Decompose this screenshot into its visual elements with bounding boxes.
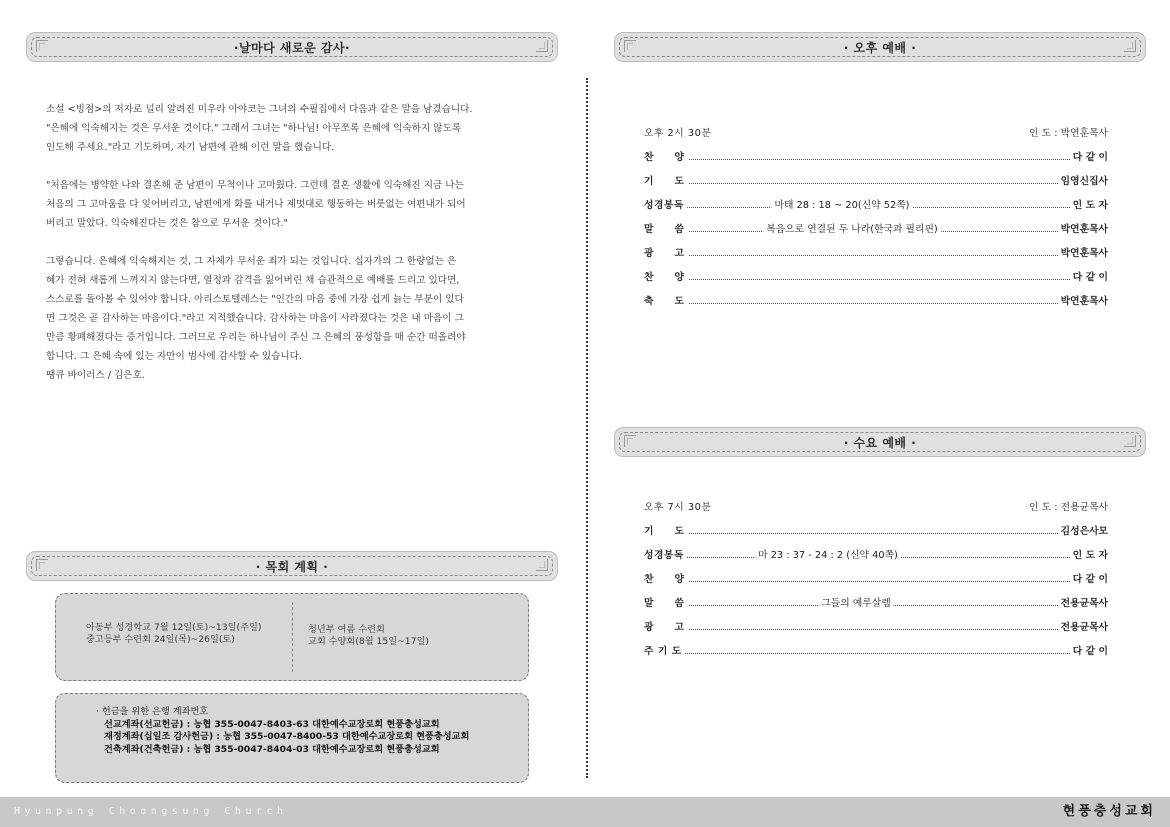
afternoon-order <box>644 122 1108 314</box>
order-row <box>644 170 1108 194</box>
order-label: 축 도 <box>644 290 688 314</box>
order-row <box>644 616 1108 640</box>
order-label: 찬 양 <box>644 568 688 592</box>
order-label: 찬 양 <box>644 146 688 170</box>
essay-source: 땡큐 바이러스 / 김은호. <box>46 370 145 381</box>
sermon-title: 그들의 예루살렘 <box>818 592 893 616</box>
order-person: 박연훈목사 <box>1058 218 1108 242</box>
plan-divider <box>292 602 293 672</box>
plan-item: 교회 수양회(8월 15일~17일) <box>308 636 429 647</box>
wednesday-title: · 수요 예배 · <box>843 436 917 450</box>
essay-line: 소설 <빙점>의 저자로 널리 알려진 미우라 아야코는 그녀의 수필집에서 다음과 같은 말을 남겼습니다. <box>46 104 473 115</box>
essay-line: 버리고 말았다. 익숙해진다는 것은 참으로 무서운 것이다." <box>46 218 288 229</box>
order-row <box>644 290 1108 314</box>
order-label: 기 도 <box>644 170 688 194</box>
essay-line: "처음에는 병약한 나와 결혼해 준 남편이 무척이나 고마웠다. 그런데 결혼 생활에 익숙해진 지금 나는 <box>46 180 464 191</box>
essay-header <box>26 32 558 62</box>
order-person: 다 같 이 <box>1070 640 1108 664</box>
order-person: 인 도 자 <box>1070 544 1108 568</box>
plan-item: 중고등부 수련회 24일(목)~26일(토) <box>86 634 235 645</box>
order-row <box>644 146 1108 170</box>
order-label: 찬 양 <box>644 266 688 290</box>
order-label: 광 고 <box>644 242 688 266</box>
order-row <box>644 568 1108 592</box>
essay-text <box>46 100 532 385</box>
order-person: 인 도 자 <box>1070 194 1108 218</box>
afternoon-header <box>614 32 1146 62</box>
order-person: 다 같 이 <box>1070 568 1108 592</box>
corner-ornament-icon <box>535 558 549 572</box>
bank-account: 재정계좌(십일조 감사헌금) : 농협 355-0047-8400-53 대한예수교장로회 현풍충성교회 <box>104 731 470 742</box>
order-label: 말 씀 <box>644 592 688 616</box>
order-person: 임영신집사 <box>1058 170 1108 194</box>
plan-left <box>86 622 261 646</box>
order-detail: 마 23 : 37 - 24 : 2 (신약 40쪽) <box>755 544 901 568</box>
order-label: 광 고 <box>644 616 688 640</box>
service-leader: 인 도 : 박연훈목사 <box>1026 122 1108 146</box>
order-label: 기 도 <box>644 520 688 544</box>
plan-right <box>308 624 429 648</box>
order-row <box>644 520 1108 544</box>
bank-box <box>55 693 529 783</box>
order-person: 다 같 이 <box>1070 146 1108 170</box>
order-row <box>644 218 1108 242</box>
essay-line: 만큼 황폐해졌다는 증거입니다. 그러므로 우리는 하나님이 주신 그 은혜의 풍성함을 매 순간 떠올려야 <box>46 332 466 343</box>
essay-line: 스스로를 돌아볼 수 있어야 합니다. 아리스토텔레스는 "인간의 마음 중에 가장 쉽게 늙는 부분이 있다 <box>46 294 464 305</box>
corner-ornament-icon <box>1123 434 1137 448</box>
essay-line: 면 그것은 곧 감사하는 마음이다."라고 지적했습니다. 감사하는 마음이 사라졌다는 것은 내 마음이 그 <box>46 313 464 324</box>
essay-line: "은혜에 익숙해지는 것은 무서운 것이다." 그래서 그녀는 "하나님! 아무쪼록 은혜에 익숙하지 않도록 <box>46 123 462 134</box>
sermon-title: 복음으로 연결된 두 나라(한국과 필리핀) <box>763 218 941 242</box>
order-row <box>644 194 1108 218</box>
order-row <box>644 592 1108 616</box>
bank-account: 선교계좌(선교헌금) : 농협 355-0047-8403-63 대한예수교장로회 현풍충성교회 <box>104 718 440 730</box>
plan-item: 아동부 성경학교 7월 12일(토)~13일(주일) <box>86 622 262 633</box>
order-person: 김성은사모 <box>1058 520 1108 544</box>
bank-info <box>96 706 469 756</box>
column-divider <box>586 78 588 778</box>
order-person: 다 같 이 <box>1070 266 1108 290</box>
plan-box <box>55 593 529 681</box>
corner-ornament-icon <box>535 39 549 53</box>
essay-line: 혜가 전혀 새롭게 느껴지지 않는다면, 열정과 감격을 잃어버린 채 습관적으로 예배를 드리고 있다면, <box>46 275 460 286</box>
order-person: 박연훈목사 <box>1058 242 1108 266</box>
order-person: 전용균목사 <box>1058 592 1108 616</box>
bank-account: 건축계좌(건축헌금) : 농협 355-0047-8404-03 대한예수교장로회 현풍충성교회 <box>104 743 440 755</box>
order-row <box>644 242 1108 266</box>
bank-title: · 헌금을 위한 은행 계좌번호 <box>96 706 209 717</box>
service-time-row <box>644 122 1108 146</box>
church-name-english: Hyunpung Choongsung Church <box>14 806 288 817</box>
essay-line: 인도해 주세요."라고 기도하며, 자기 남편에 관해 이런 말을 했습니다. <box>46 142 335 153</box>
essay-line: 처음의 그 고마움을 다 잊어버리고, 남편에게 화를 내거나 제멋대로 행동하는 버릇없는 여편내가 되어 <box>46 199 466 210</box>
order-label: 성경봉독 <box>644 544 687 568</box>
service-leader: 인 도 : 전용균목사 <box>1026 496 1108 520</box>
wednesday-header <box>614 427 1146 457</box>
order-person: 전용균목사 <box>1058 616 1108 640</box>
order-label: 주 기 도 <box>644 640 685 664</box>
order-detail: 마태 28 : 18 ~ 20(신약 52쪽) <box>771 194 912 218</box>
order-person: 박연훈목사 <box>1058 290 1108 314</box>
service-time-row <box>644 496 1108 520</box>
essay-title: ·날마다 새로운 감사· <box>233 41 351 55</box>
plan-header <box>26 551 558 581</box>
order-row <box>644 640 1108 664</box>
plan-item: 청년부 여름 수련회 <box>308 624 385 635</box>
corner-ornament-icon <box>1123 39 1137 53</box>
essay-line: 합니다. 그 은혜 속에 있는 자만이 범사에 감사할 수 있습니다. <box>46 351 302 362</box>
plan-title: · 목회 계획 · <box>255 560 329 574</box>
footer-bar <box>0 797 1170 827</box>
essay-line: 그렇습니다. 은혜에 익숙해지는 것, 그 자체가 무서운 죄가 되는 것입니다. 십자가의 그 한량없는 은 <box>46 256 457 267</box>
afternoon-title: · 오후 예배 · <box>843 41 917 55</box>
order-label: 성경봉독 <box>644 194 687 218</box>
church-name-korean: 현풍충성교회 <box>1062 804 1156 819</box>
service-time: 오후 2시 30분 <box>644 122 714 146</box>
wednesday-order <box>644 496 1108 664</box>
order-row <box>644 266 1108 290</box>
order-label: 말 씀 <box>644 218 688 242</box>
service-time: 오후 7시 30분 <box>644 496 714 520</box>
order-row <box>644 544 1108 568</box>
